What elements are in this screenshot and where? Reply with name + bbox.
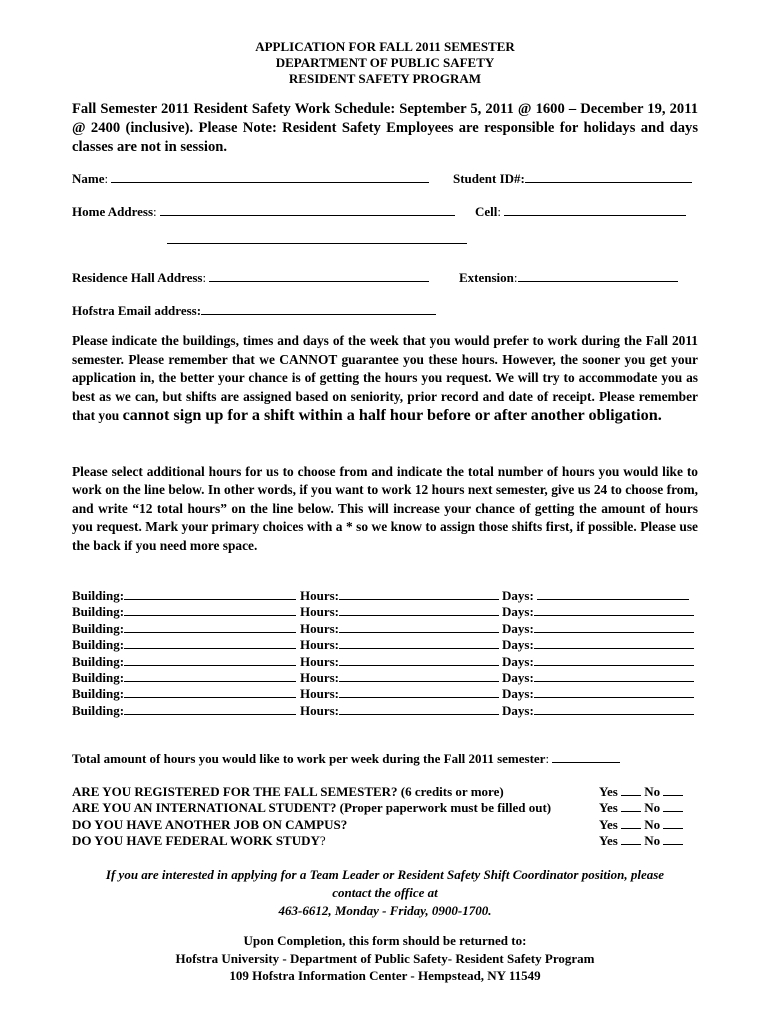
extension-label: Extension <box>459 270 514 285</box>
total-hours-row: Total amount of hours you would like to work per week during the Fall 2011 semester: <box>72 751 620 767</box>
hours-input-line[interactable] <box>339 588 499 600</box>
return-instructions <box>0 932 770 985</box>
yes-label: Yes <box>599 784 618 799</box>
building-row <box>72 604 698 620</box>
total-hours-label: Total amount of hours you would like to work per week during the Fall 2011 semester <box>72 751 546 766</box>
building-label: Building: <box>72 588 125 603</box>
question-text: ARE YOU AN INTERNATIONAL STUDENT? (Proper paperwork must be filled out) <box>72 800 552 816</box>
yes-label: Yes <box>599 800 618 816</box>
yes-blank[interactable] <box>621 834 641 845</box>
preference-instructions-text: Please indicate the buildings, times and days of the week that you would prefer to work during the Fall 2011 semester. Please remember that we CANNOT guarantee you these hours. However, the sooner you get your application in, the better your chance is of getting the hours you request. We will try to accommodate you as best as we can, but shifts are assigned based on seniority, prior record and date of receipt. Please remember that you <box>72 333 698 423</box>
building-label: Building: <box>72 653 125 669</box>
building-input-line[interactable] <box>124 686 296 698</box>
schedule-paragraph: Fall Semester 2011 Resident Safety Work Schedule: September 5, 2011 @ 1600 – December 19, 2011 @ 2400 (inclusive). Please Note: Resident Safety Employees are responsible for holidays and days classes are not in session. <box>72 101 698 155</box>
building-input-line[interactable] <box>124 604 296 616</box>
residence-hall-row: Residence Hall Address: <box>72 270 429 286</box>
cell-row: Cell: <box>475 204 686 220</box>
building-input-line[interactable] <box>124 703 296 715</box>
preference-instructions <box>72 332 698 426</box>
building-row <box>72 686 698 702</box>
hours-input-line[interactable] <box>339 604 499 616</box>
hours-input-line[interactable] <box>339 654 499 666</box>
building-input-line[interactable] <box>124 637 296 649</box>
hours-label: Hours: <box>300 670 339 685</box>
question-international <box>72 800 661 816</box>
hours-label: Hours: <box>300 588 339 603</box>
days-input-line[interactable] <box>534 604 694 616</box>
home-address-input-line-2[interactable] <box>167 232 467 244</box>
question-text: DO YOU HAVE FEDERAL WORK STUDY <box>72 833 320 849</box>
no-blank[interactable] <box>663 785 683 796</box>
building-input-line[interactable] <box>124 588 296 600</box>
question-another-job <box>72 816 661 833</box>
building-label: Building: <box>72 702 125 718</box>
home-address-input-line[interactable] <box>160 204 455 216</box>
hours-input-line[interactable] <box>339 670 499 682</box>
hours-label: Hours: <box>300 637 339 653</box>
program-name: RESIDENT SAFETY PROGRAM <box>288 71 482 86</box>
email-row <box>72 303 436 319</box>
building-label: Building: <box>72 686 125 702</box>
yes-no-answer <box>599 784 683 800</box>
home-address-label: Home Address <box>72 204 154 219</box>
home-address-row: Home Address: <box>72 204 455 220</box>
leadership-position-note <box>0 866 770 920</box>
hours-input-line[interactable] <box>339 637 499 649</box>
days-label: Days: <box>502 637 534 653</box>
building-row <box>72 637 698 653</box>
no-label: No <box>644 816 661 832</box>
yes-label: Yes <box>599 833 618 849</box>
yes-label: Yes <box>599 816 618 832</box>
days-input-line[interactable] <box>534 703 694 715</box>
days-label: Days: <box>502 670 534 685</box>
name-input-line[interactable] <box>111 171 429 183</box>
no-label: No <box>644 800 661 816</box>
yes-no-answer <box>599 833 683 849</box>
student-id-label: Student ID#: <box>453 171 525 186</box>
building-label: Building: <box>72 637 125 653</box>
building-input-line[interactable] <box>124 654 296 666</box>
days-label: Days: <box>502 588 534 603</box>
building-row <box>72 654 698 670</box>
days-input-line[interactable] <box>537 588 689 600</box>
return-line-2: Hofstra University - Department of Public Safety- Resident Safety Program <box>175 950 595 966</box>
question-registered <box>72 784 661 800</box>
days-input-line[interactable] <box>534 686 694 698</box>
yes-no-answer <box>599 800 683 816</box>
return-address: 109 Hofstra Information Center - Hempstead, NY 11549 <box>229 968 541 983</box>
building-row <box>72 621 698 637</box>
department-name: DEPARTMENT OF PUBLIC SAFETY <box>275 55 495 70</box>
residence-hall-label: Residence Hall Address <box>72 270 203 285</box>
hours-label: Hours: <box>300 604 339 620</box>
no-label: No <box>644 784 661 799</box>
hours-label: Hours: <box>300 620 339 636</box>
form-header <box>0 39 770 87</box>
no-blank[interactable] <box>663 818 683 829</box>
name-label: Name <box>72 171 105 186</box>
office-contact: 463-6612, Monday - Friday, 0900-1700. <box>278 903 492 918</box>
no-blank[interactable] <box>663 801 683 812</box>
student-id-input-line[interactable] <box>525 171 692 183</box>
home-address-second-line <box>167 232 467 248</box>
return-line-1: Upon Completion, this form should be returned to: <box>243 933 527 948</box>
residence-hall-input-line[interactable] <box>209 270 429 282</box>
days-label: Days: <box>502 686 534 702</box>
extension-input-line[interactable] <box>518 270 678 282</box>
no-label: No <box>644 833 661 849</box>
note-line-1: If you are interested in applying for a Team Leader or Resident Safety Shift Coordinator position, please <box>105 867 665 882</box>
days-label: Days: <box>502 653 534 669</box>
hours-input-line[interactable] <box>339 686 499 698</box>
cell-input-line[interactable] <box>504 204 686 216</box>
question-text: ARE YOU REGISTERED FOR THE FALL SEMESTER? (6 credits or more) <box>72 784 504 799</box>
email-label: Hofstra Email address: <box>72 303 202 318</box>
hours-label: Hours: <box>300 686 339 702</box>
question-work-study: DO YOU HAVE FEDERAL WORK STUDY? Yes No <box>72 833 326 849</box>
hours-label: Hours: <box>300 702 339 718</box>
obligation-warning: cannot sign up for a shift within a half hour before or after another obligation. <box>122 406 662 424</box>
building-input-line[interactable] <box>124 670 296 682</box>
hours-input-line[interactable] <box>339 621 499 633</box>
days-label: Days: <box>502 620 534 636</box>
building-row <box>72 588 698 604</box>
building-label: Building: <box>72 670 125 685</box>
cell-label: Cell <box>475 204 498 219</box>
additional-hours-instructions: Please select additional hours for us to choose from and indicate the total number of hours you would like to work on the line below. In other words, if you want to work 12 hours next semester, give us 24 to choose from, and write “12 total hours” on the line below. This will increase your chance of getting the amount of hours you request. Mark your primary choices with a * so we know to assign those shifts first, if possible. Please use the back if you need more space. <box>72 464 698 553</box>
days-input-line[interactable] <box>534 637 694 649</box>
building-row <box>72 703 698 719</box>
days-input-line[interactable] <box>534 654 694 666</box>
building-label: Building: <box>72 604 125 620</box>
email-input-line[interactable] <box>201 303 436 315</box>
yes-blank[interactable] <box>621 801 641 812</box>
yes-blank[interactable] <box>621 785 641 796</box>
total-hours-input-line[interactable] <box>552 751 620 763</box>
building-row <box>72 670 698 686</box>
days-input-line[interactable] <box>534 670 694 682</box>
question-text: DO YOU HAVE ANOTHER JOB ON CAMPUS? <box>72 816 348 832</box>
name-row: Name: <box>72 171 429 187</box>
hours-input-line[interactable] <box>339 703 499 715</box>
note-line-2: contact the office at <box>332 885 438 900</box>
extension-row: Extension: <box>459 270 678 286</box>
building-input-line[interactable] <box>124 621 296 633</box>
yes-blank[interactable] <box>621 818 641 829</box>
form-title: APPLICATION FOR FALL 2011 SEMESTER <box>255 39 515 54</box>
yes-no-answer <box>599 817 683 833</box>
building-label: Building: <box>72 620 125 636</box>
student-id-row <box>453 171 692 187</box>
days-label: Days: <box>502 702 534 718</box>
hours-label: Hours: <box>300 653 339 669</box>
days-label: Days: <box>502 604 534 620</box>
days-input-line[interactable] <box>534 621 694 633</box>
no-blank[interactable] <box>663 834 683 845</box>
